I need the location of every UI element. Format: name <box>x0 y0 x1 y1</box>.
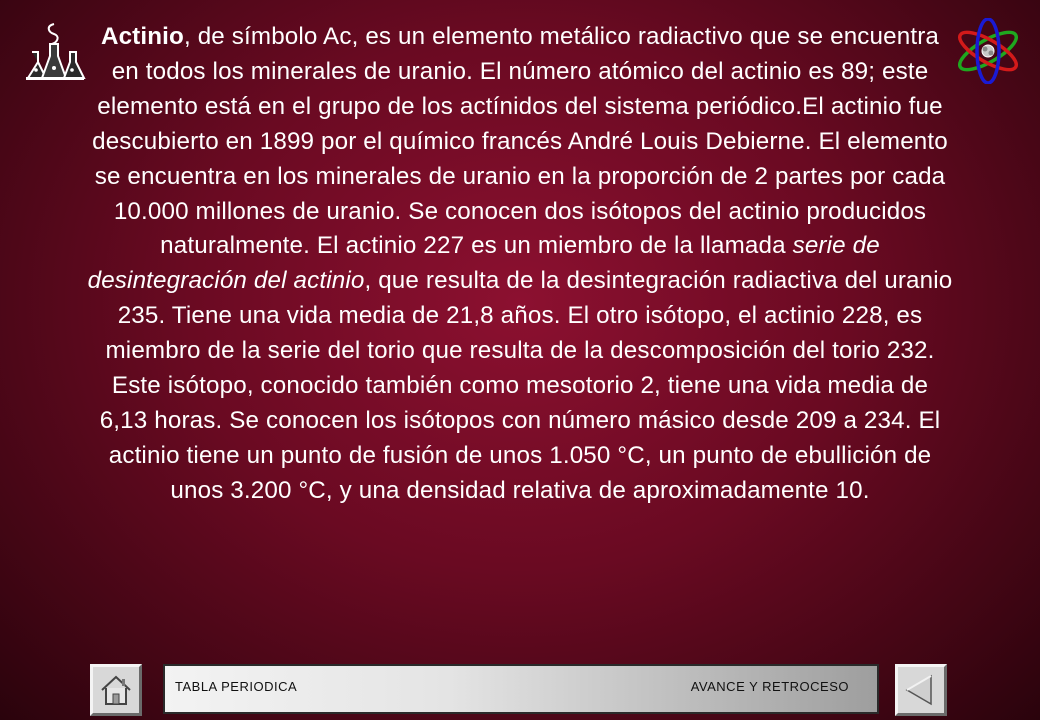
navigation-bar <box>163 664 879 714</box>
article-final-value: 10. <box>835 476 870 504</box>
article-italic-term: serie de desintegración del actinio <box>87 232 880 295</box>
home-icon <box>96 670 136 710</box>
home-button[interactable] <box>90 664 142 716</box>
atom-icon <box>952 18 1024 84</box>
article-title-word: Actinio <box>100 23 184 50</box>
nav-link-tabla-periodica[interactable]: TABLA PERIODICA <box>175 679 298 694</box>
article-text-part-2: , que resulta de la desintegración radiactiva del uranio 235. Tiene una vida media de 21,8 años. El otro isótopo, el actinio 228, es miembro de la serie del torio que resulta de la descomposición del torio 232. Este isótopo, conocido también como mesotorio 2, tiene una vida media de 6,13 horas. Se conocen los isótopos con número másico desde 209 a 234. El actinio tiene un punto de fusión de unos 1.050 °C, un punto de ebullición de unos 3.200 °C, y una densidad relativa de aproximadamente <box>99 267 953 504</box>
back-arrow-icon <box>901 670 941 710</box>
article-paragraph <box>86 20 954 509</box>
back-button[interactable] <box>895 664 947 716</box>
nav-link-avance-retroceso[interactable]: AVANCE Y RETROCESO <box>690 679 849 694</box>
article-text-part-1: , de símbolo Ac, es un elemento metálico radiactivo que se encuentra en todos los minerales de uranio. El número atómico del actinio es 89; este elemento está en el grupo de los actínidos del sistema periódico.El actinio fue descubierto en 1899 por el químico francés André Louis Debierne. El elemento se encuentra en los minerales de uranio en la proporción de 2 partes por cada 10.000 millones de uranio. Se conocen dos isótopos del actinio producidos naturalmente. El actinio 227 es un miembro de la llamada <box>92 23 948 260</box>
lab-glassware-icon <box>24 22 86 82</box>
